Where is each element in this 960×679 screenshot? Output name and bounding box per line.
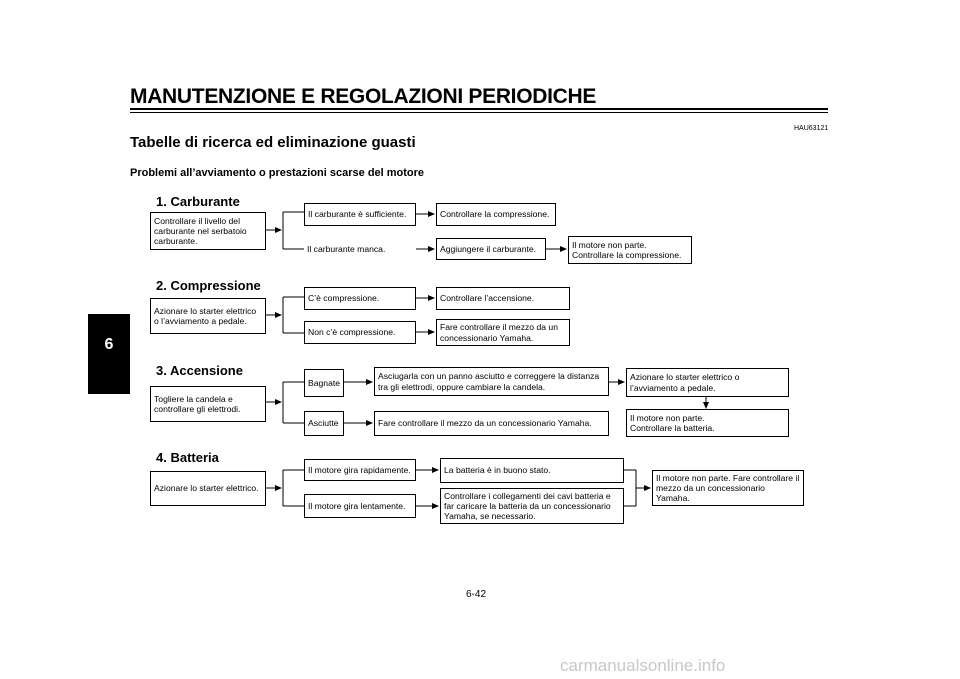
step-text: Fare controllare il mezzo da un concessionario Yamaha. bbox=[440, 322, 558, 343]
step-text: Controllare l’accensione. bbox=[440, 293, 535, 304]
step-text: Non c’è compressione. bbox=[308, 327, 396, 338]
step-text: Controllare i collegamenti dei cavi batteria e far caricare la batteria da un concessionario Yamaha, se necessario. bbox=[444, 490, 611, 522]
step-text: Asciutte bbox=[308, 418, 339, 429]
step-text: Togliere la candela e controllare gli elettrodi. bbox=[154, 393, 241, 414]
step-text: Bagnate bbox=[308, 377, 341, 388]
step-acc-dry-next bbox=[374, 411, 609, 436]
step-acc-wet-next bbox=[374, 367, 609, 396]
step-text: Controllare il livello del carburante nel serbatoio carburante. bbox=[154, 215, 247, 247]
chapter-tab: 6 bbox=[88, 314, 130, 394]
step-comp-start bbox=[150, 298, 266, 334]
page-number: 6-42 bbox=[466, 589, 487, 600]
step-text: Controllare la compressione. bbox=[440, 209, 550, 220]
step-batt-fast bbox=[304, 459, 416, 481]
step-batt-slow-next bbox=[440, 488, 624, 524]
step-carb-start bbox=[150, 212, 266, 250]
step-text: Il carburante è sufficiente. bbox=[308, 209, 407, 220]
page-header-title: MANUTENZIONE E REGOLAZIONI PERIODICHE bbox=[130, 85, 597, 108]
step-acc-dry-final bbox=[626, 409, 789, 437]
step-text: Azionare lo starter elettrico o l’avviamento a pedale. bbox=[630, 372, 740, 393]
step-carb-no-final bbox=[568, 236, 692, 264]
step-batt-start bbox=[150, 471, 266, 506]
step-text: Fare controllare il mezzo da un concessionario Yamaha. bbox=[378, 418, 592, 429]
step-comp-ok bbox=[304, 287, 416, 310]
step-carb-ok-next bbox=[436, 203, 556, 226]
document-code: HAU63121 bbox=[794, 125, 829, 132]
step-batt-slow bbox=[304, 494, 416, 518]
step-carb-no: Il carburante manca. bbox=[307, 244, 386, 254]
step-acc-dry bbox=[304, 411, 344, 436]
step-comp-no bbox=[304, 321, 416, 344]
step-text: La batteria è in buono stato. bbox=[444, 465, 551, 476]
step-acc-wet bbox=[304, 369, 344, 397]
step-batt-fast-next bbox=[440, 458, 624, 483]
step-text: C’è compressione. bbox=[308, 293, 380, 304]
step-carb-no-next bbox=[436, 238, 546, 260]
page-subtitle: Problemi all’avviamento o prestazioni scarse del motore bbox=[130, 167, 425, 179]
step-text: Il motore non parte. Controllare la compressione. bbox=[572, 239, 682, 260]
step-comp-ok-next bbox=[436, 287, 570, 310]
step-acc-wet-final bbox=[626, 368, 789, 397]
step-batt-final bbox=[652, 470, 804, 506]
step-text: Il motore gira lentamente. bbox=[308, 500, 406, 511]
step-text: Azionare lo starter elettrico o l’avviamento a pedale. bbox=[154, 305, 257, 326]
section-title-accensione: 3. Accensione bbox=[156, 363, 243, 378]
step-text: Asciugarla con un panno asciutto e correggere la distanza tra gli elettrodi, oppure cambiare la candela. bbox=[378, 371, 600, 392]
step-text: Azionare lo starter elettrico. bbox=[154, 483, 259, 494]
step-comp-no-next bbox=[436, 319, 570, 346]
section-title-batteria: 4. Batteria bbox=[156, 450, 219, 465]
step-text: Aggiungere il carburante. bbox=[440, 243, 537, 254]
section-title-compressione: 2. Compressione bbox=[156, 278, 261, 293]
section-title-carburante: 1. Carburante bbox=[156, 194, 240, 209]
step-carb-ok bbox=[304, 203, 416, 226]
page-title: Tabelle di ricerca ed eliminazione guasti bbox=[130, 134, 416, 151]
step-text: Il motore non parte. Fare controllare il mezzo da un concessionario Yamaha. bbox=[656, 472, 800, 504]
watermark: carmanualsonline.info bbox=[560, 656, 726, 675]
step-acc-start bbox=[150, 386, 266, 422]
step-text: Il motore gira rapidamente. bbox=[308, 464, 411, 475]
step-text: Il motore non parte. Controllare la batteria. bbox=[630, 412, 715, 433]
